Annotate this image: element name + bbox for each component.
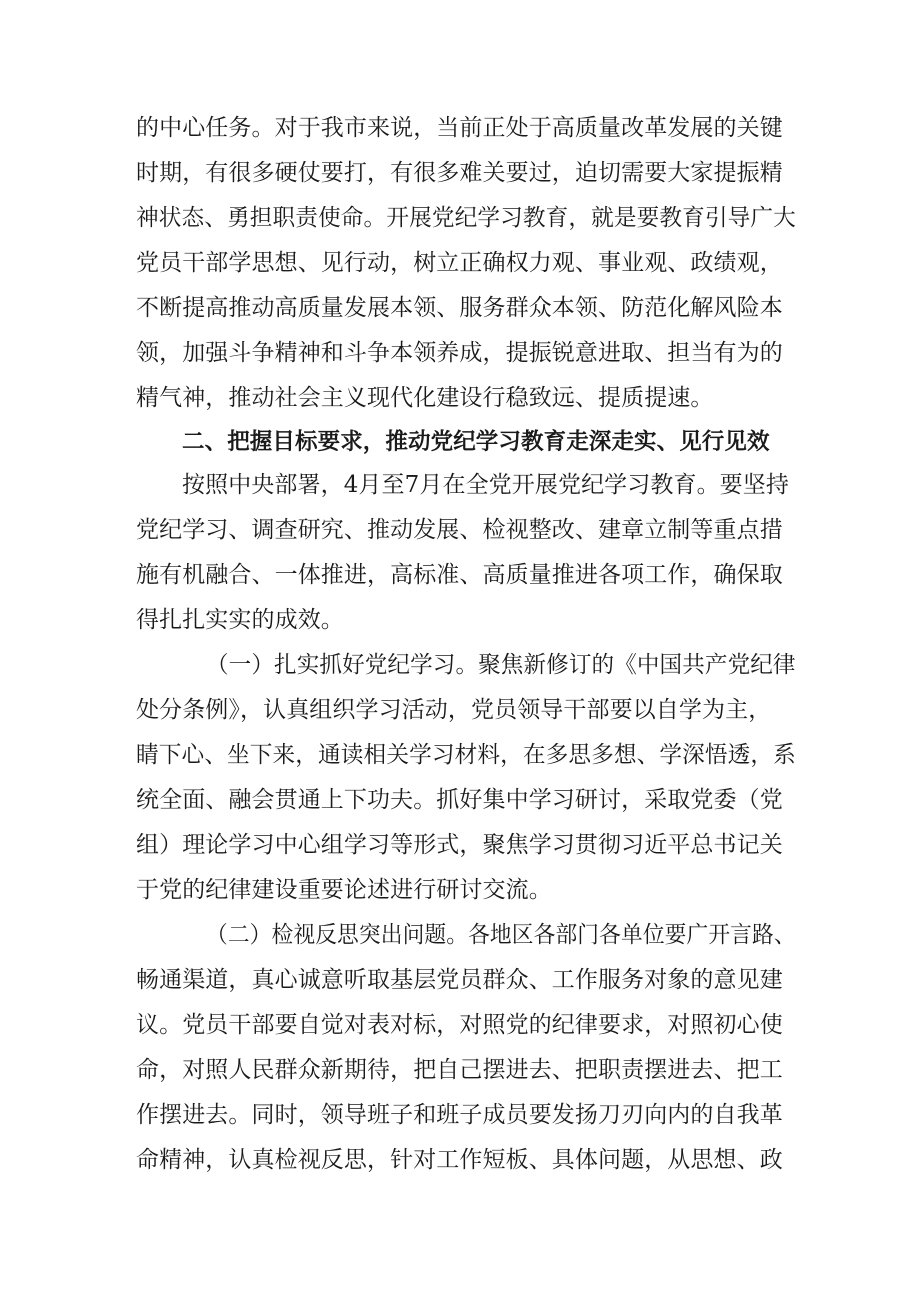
text-line: 组）理论学习中心组学习等形式，聚焦学习贯彻习近平总书记关 [136, 832, 783, 858]
text-line: 时期，有很多硬仗要打，有很多难关要过，迫切需要大家提振精 [136, 160, 783, 186]
text-line: 不断提高推动高质量发展本领、服务群众本领、防范化解风险本 [136, 295, 783, 321]
text-line: 畅通渠道，真心诚意听取基层党员群众、工作服务对象的意见建 [136, 967, 783, 993]
text-line: 睛下心、坐下来，通读相关学习材料，在多思多想、学深悟透，系 [136, 742, 796, 768]
text-line: 按照中央部署，4月至7月在全党开展党纪学习教育。要坚持 [182, 472, 789, 498]
text-line: 作摆进去。同时，领导班子和班子成员要发扬刀刃向内的自我革 [136, 1102, 783, 1128]
text-line: 命精神，认真检视反思，针对工作短板、具体问题，从思想、政 [136, 1147, 783, 1173]
subsection-line: （一）扎实抓好党纪学习。聚焦新修订的《中国共产党纪律 [206, 652, 796, 678]
text-line: 神状态、勇担职责使命。开展党纪学习教育，就是要教育引导广大 [136, 205, 796, 231]
subsection-line: （二）检视反思突出问题。各地区各部门各单位要广开言路、 [206, 922, 796, 948]
text-line: 于党的纪律建设重要论述进行研讨交流。 [136, 877, 552, 903]
text-line: 统全面、融会贯通上下功夫。抓好集中学习研讨，采取党委（党 [136, 787, 783, 813]
section-heading: 二、把握目标要求，推动党纪学习教育走深走实、见行见效 [182, 429, 770, 455]
text-line: 施有机融合、一体推进，高标准、高质量推进各项工作，确保取 [136, 562, 783, 588]
text-line: 命，对照人民群众新期待，把自己摆进去、把职责摆进去、把工 [136, 1057, 783, 1083]
text-line: 得扎扎实实的成效。 [136, 607, 344, 633]
text-line: 领，加强斗争精神和斗争本领养成，提振锐意进取、担当有为的 [136, 340, 783, 366]
text-line: 处分条例》，认真组织学习活动，党员领导干部要以自学为主， [136, 697, 772, 723]
text-line: 党纪学习、调查研究、推动发展、检视整改、建章立制等重点措 [136, 517, 783, 543]
text-line: 精气神，推动社会主义现代化建设行稳致远、提质提速。 [136, 385, 714, 411]
text-line: 的中心任务。对于我市来说，当前正处于高质量改革发展的关键 [136, 115, 783, 141]
text-line: 议。党员干部要自觉对表对标，对照党的纪律要求，对照初心使 [136, 1012, 783, 1038]
text-line: 党员干部学思想、见行动，树立正确权力观、事业观、政绩观， [136, 250, 783, 276]
